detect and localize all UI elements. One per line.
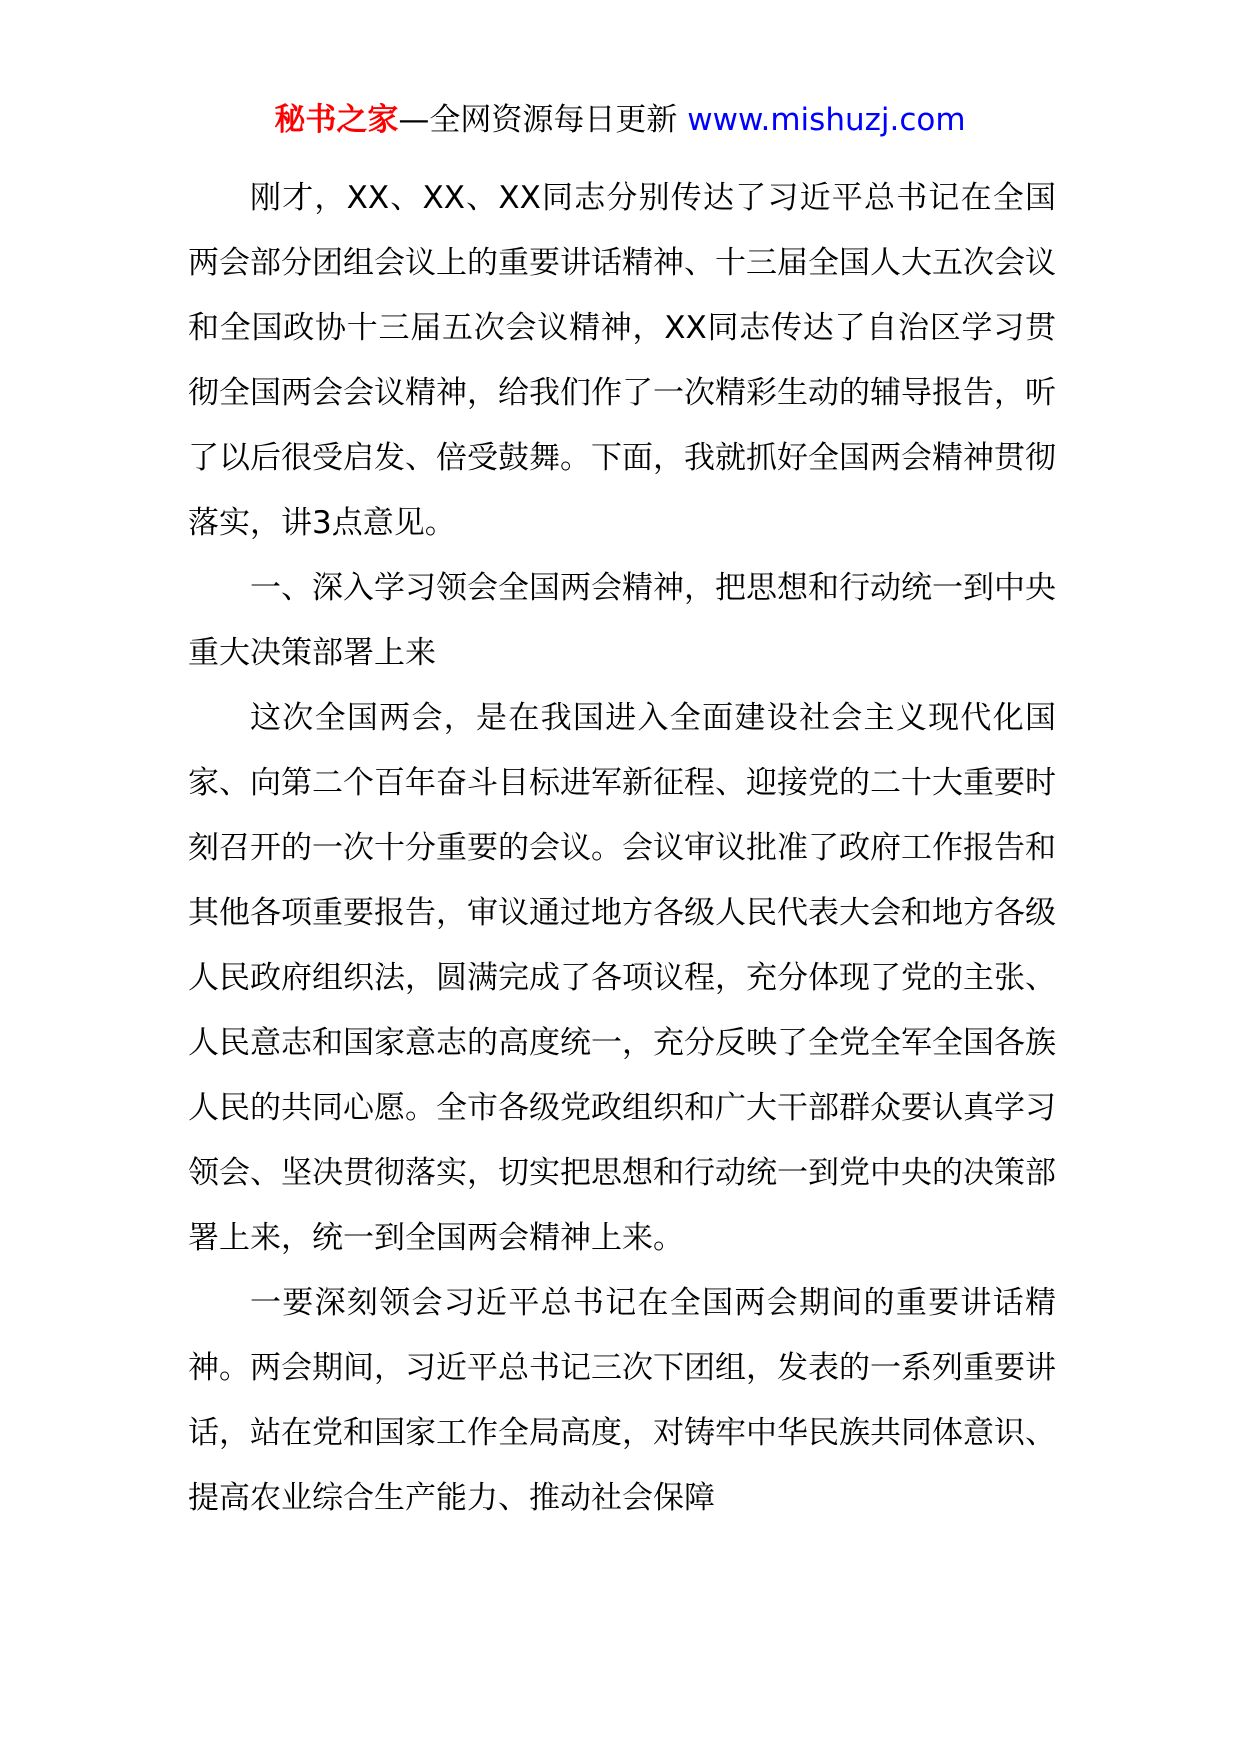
section-heading: 一、深入学习领会全国两会精神，把思想和行动统一到中央重大决策部署上来 (188, 570, 1056, 671)
site-link[interactable]: www.mishuzj.com (687, 102, 966, 138)
paragraph-intro: 刚才，XX、XX、XX同志分别传达了习近平总书记在全国两会部分团组会议上的重要讲话精神、十三届全国人大五次会议和全国政协十三届五次会议精神，XX同志传达了自治区学习贯彻全国两会会议精神，给我们作了一次精彩生动的辅导报告，听了以后很受启发、倍受鼓舞。下面，我就抓好全国两会精神贯彻落实，讲3点意见。 (188, 180, 1056, 541)
document-body (188, 166, 1056, 1531)
paragraph-point-1: 一要深刻领会习近平总书记在全国两会期间的重要讲话精神。两会期间，习近平总书记三次下团组，发表的一系列重要讲话，站在党和国家工作全局高度，对铸牢中华民族共同体意识、提高农业综合生产能力、推动社会保障 (188, 1285, 1056, 1516)
brand-name: 秘书之家 (274, 102, 399, 138)
page-header (0, 98, 1240, 142)
paragraph-section-1: 这次全国两会，是在我国进入全面建设社会主义现代化国家、向第二个百年奋斗目标进军新征程、迎接党的二十大重要时刻召开的一次十分重要的会议。会议审议批准了政府工作报告和其他各项重要报告，审议通过地方各级人民代表大会和地方各级人民政府组织法，圆满完成了各项议程，充分体现了党的主张、人民意志和国家意志的高度统一，充分反映了全党全军全国各族人民的共同心愿。全市各级党政组织和广大干部群众要认真学习领会、坚决贯彻落实，切实把思想和行动统一到党中央的决策部署上来，统一到全国两会精神上来。 (188, 700, 1056, 1256)
header-tagline: —全网资源每日更新 (398, 102, 688, 138)
